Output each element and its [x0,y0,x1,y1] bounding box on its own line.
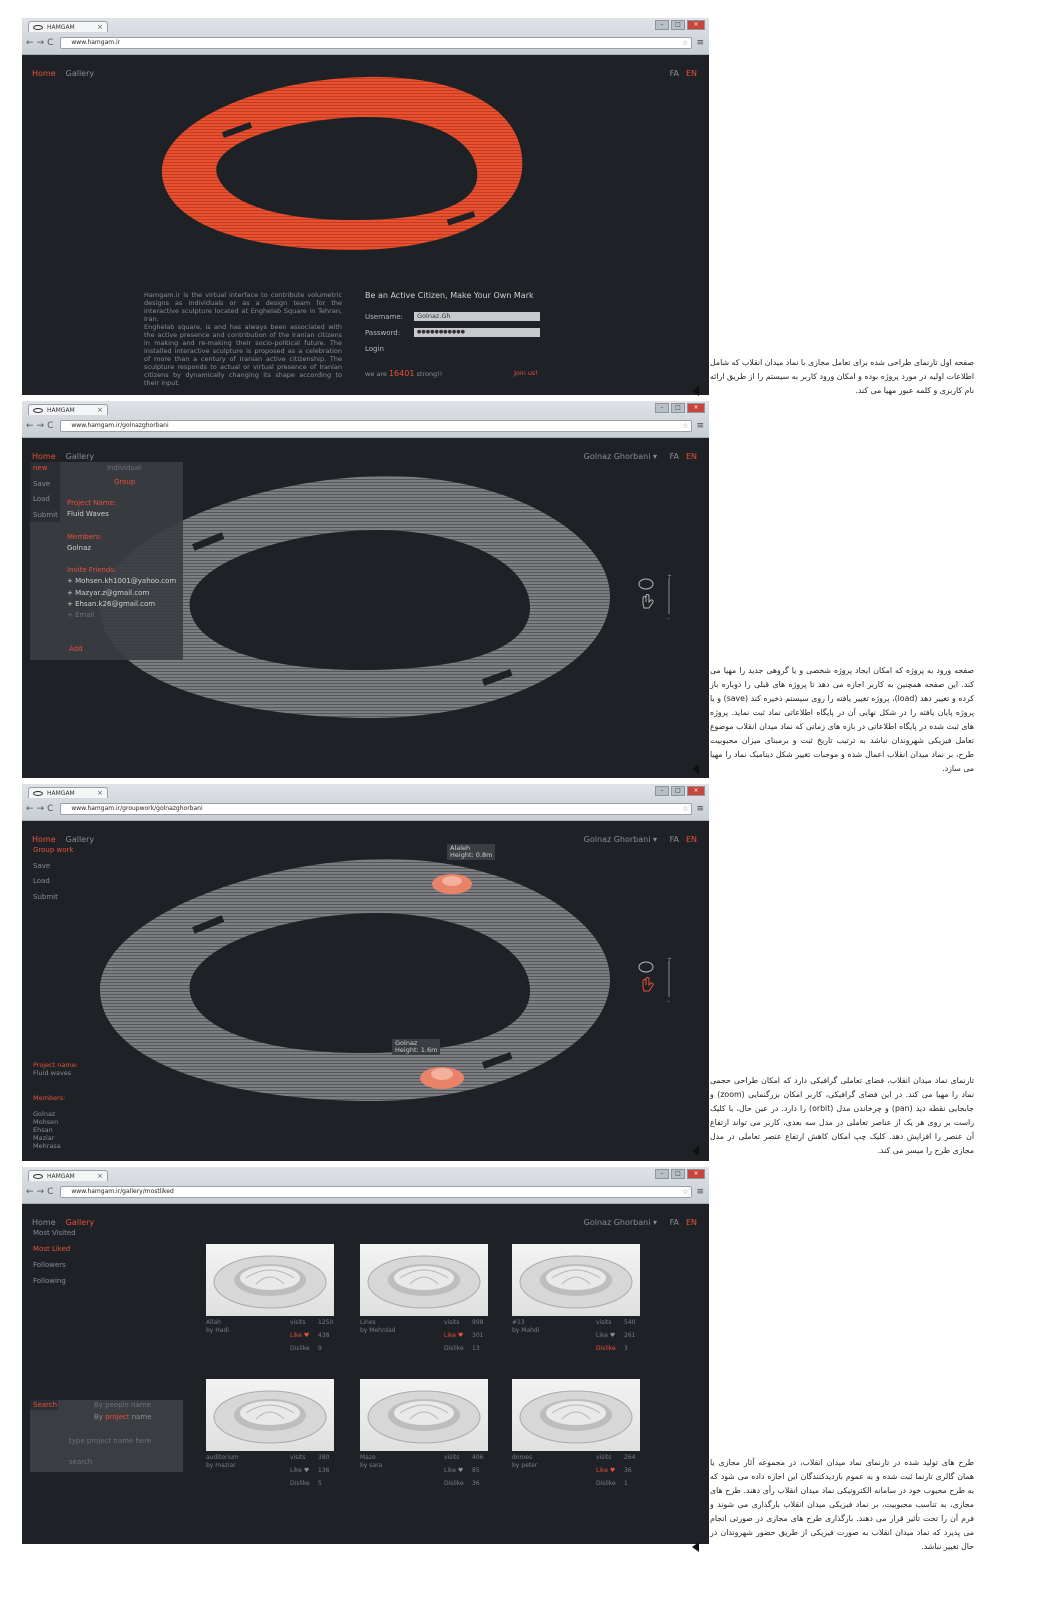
filter-most-liked[interactable]: Most Liked [33,1245,71,1253]
browser-tab[interactable]: HAMGAM × [28,787,108,798]
address-bar[interactable]: www.hamgam.ir/gallery/mostliked ☆ [60,1186,692,1198]
option-group[interactable]: Group [114,478,136,486]
bookmark-star-icon[interactable]: ☆ [682,39,689,47]
design-author: by sara [360,1462,383,1469]
svg-text:+: + [667,957,673,963]
project-name-field[interactable]: Fluid Waves [67,510,109,518]
dislike-count: 9 [318,1345,322,1352]
dislike-button[interactable]: Dislike [596,1480,616,1487]
like-button[interactable]: Like ♥ [444,1467,464,1474]
user-menu[interactable]: Golnaz Ghorbani ▾ [583,452,657,461]
login-headline: Be an Active Citizen, Make Your Own Mark [365,291,534,300]
tooltip-alaleh: Alaleh Height: 0.8m [447,844,495,860]
browser-window-home [22,18,709,395]
svg-text:–: – [667,615,670,622]
language-switch [663,1218,697,1227]
like-count: 36 [624,1467,632,1474]
option-individual[interactable]: Individual [107,464,142,472]
heart-icon: ♥ [457,1332,464,1339]
browser-tab[interactable]: HAMGAM × [28,1170,108,1181]
search-input[interactable]: type project name here [69,1437,152,1445]
dislike-button[interactable]: Dislike [444,1345,464,1352]
add-button[interactable]: Add [69,645,83,653]
intro-paragraph-2: Enghelab square, is and has always been associated with the active presence and contribution of the Iranian citizens in making and re-making their socio-political future. The installed interactive sculpture is proposed as a celebration of more than a century of Iranian active citizenship. The sculpture responds to actual or virtual presence of Iranian citizens by dynamically changing its shape according to their input. [144,323,342,387]
sculpture-model-orange [22,55,709,395]
visits-count: 380 [318,1454,330,1461]
sculpture-render-image [512,1244,640,1316]
search-by-project[interactable]: By project name [94,1413,152,1421]
design-title: auditorium [206,1454,239,1461]
caption-3: تارنمای نماد میدان انقلاب، فضای تعاملی گرافیکی دارد که امکان طراحی حجمی نماد را مهیا می کند. در این فضای گرافیکی، کاربر امکان بزرگنمایی (zoom) و جابجایی نقطه دید (pan) و چرخاندن مدل (orbit) را دارد. در عین حال، با کلیک راست بر روی هر یک از عناصر تعاملی در مدل سه بعدی، کاربر می تواند ارتفاع آن عنصر را افزایش دهد. کلیک چپ امکان کاهش ارتفاع عنصر تعاملی در مدل مجازی طرح را میسر می کند. [710,1074,974,1158]
members-label: Members: [67,533,102,541]
like-count: 261 [624,1332,636,1339]
close-tab-icon[interactable]: × [97,406,103,414]
top-nav [32,1218,104,1227]
nav-arrows-icon[interactable]: ←→C [26,1187,57,1197]
design-thumbnail[interactable] [512,1379,640,1451]
minimize-button[interactable]: – [655,403,669,413]
like-count: 301 [472,1332,484,1339]
svg-text:–: – [667,998,670,1005]
visits-label: visits [596,1454,612,1461]
caption-4: طرح های تولید شده در تارنمای نماد میدان انقلاب، در مجموعه آثار مجازی یا همان گالری تارنما ثبت شده و به عموم بازدیدکنندگان این اجازه داده می شود که به طرح محبوب خود در سامانه الکترونیکی نماد میدان انقلاب رأی دهند. طرح های مجازی، به تناسب محبوبیت، بر نماد فیزیکی میدان انقلاب بارگذاری می شوند و فرم آن را تحت تأثیر قرار می دهند. بارگذاری طرح های مجازی در صورتی انجام می پذیرد که نماد میدان انقلاب به صورت فیزیکی از طریق حضور شهروندان در حال تغییر نباشد. [710,1456,974,1554]
dislike-count: 3 [624,1345,628,1352]
hamgam-logo-icon [33,791,43,796]
menu-icon[interactable]: ≡ [696,1187,704,1197]
username-label: Username: [365,313,404,321]
menu-load[interactable]: Load [33,877,50,885]
orbit-icon[interactable] [639,579,653,589]
nav-home[interactable]: Home [32,69,56,78]
maximize-button[interactable]: □ [671,403,685,413]
browser-chrome [22,18,709,55]
member-item: Maziar [33,1134,55,1142]
visits-count: 264 [624,1454,636,1461]
sculpture-render-image [206,1244,334,1316]
user-menu[interactable]: Golnaz Ghorbani ▾ [583,1218,657,1227]
heart-icon: ♥ [303,1332,310,1339]
design-thumbnail[interactable] [206,1379,334,1451]
orbit-icon[interactable] [639,962,653,972]
like-count: 438 [318,1332,330,1339]
member-item: Ehsan [33,1126,53,1134]
lang-fa[interactable]: FA [669,835,679,844]
search-by-people[interactable]: By people name [94,1401,151,1409]
dislike-button[interactable]: Dislike [444,1480,464,1487]
like-button[interactable]: Like ♥ [596,1467,616,1474]
address-bar[interactable]: www.hamgam.ir/golnazghorbani ☆ [60,420,692,432]
join-us-link[interactable]: Join us! [514,369,538,377]
browser-window-gallery [22,1167,709,1544]
menu-save[interactable]: Save [33,862,51,870]
close-window-button[interactable]: × [687,1169,705,1179]
password-label: Password: [365,329,401,337]
project-name: Fluid waves [33,1069,72,1077]
filter-most-visited[interactable]: Most Visited [33,1229,76,1237]
design-thumbnail[interactable] [512,1244,640,1316]
pointer-arrow-icon [692,1542,699,1552]
window-controls [655,1169,705,1179]
visits-label: visits [290,1319,306,1326]
nav-arrows-icon[interactable]: ←→C [26,421,57,431]
caption-1: صفحه اول تارنمای طراحی شده برای تعامل مجازی با نماد میدان انقلاب که شامل اطلاعات اولیه در مورد پروژه بوده و امکان ورود کاربر به سیستم را از طریق ارائه نام کاربری و کلمه عبور مهیا می کند. [710,356,974,398]
browser-chrome [22,1167,709,1204]
browser-tab[interactable]: HAMGAM × [28,21,108,32]
intro-paragraph-1: Hamgam.ir is the virtual interface to contribute volumetric designs as individuals or as a design team for the interactive sculpture located at Enghelab Square in Tehran, Iran. [144,291,342,323]
like-button[interactable]: Like ♥ [290,1332,310,1339]
browser-window-project [22,401,709,778]
design-author: by Hadi [206,1327,229,1334]
design-thumbnail[interactable] [360,1379,488,1451]
maximize-button[interactable]: □ [671,786,685,796]
menu-submit[interactable]: Submit [33,511,58,519]
hamgam-logo-icon [33,1174,43,1179]
design-thumbnail[interactable] [206,1244,334,1316]
design-author: by Mahdi [512,1327,540,1334]
maximize-button[interactable]: □ [671,1169,685,1179]
login-button[interactable]: Login [365,345,384,353]
view-controls [634,574,674,624]
search-tab[interactable]: Search [33,1401,58,1409]
nav-arrows-icon[interactable]: ←→C [26,38,57,48]
close-window-button[interactable]: × [687,786,705,796]
sculpture-render-image [206,1379,334,1451]
design-author: by peter [512,1462,538,1469]
minimize-button[interactable]: – [655,786,669,796]
bookmark-star-icon[interactable]: ☆ [682,805,689,813]
design-title: Allah [206,1319,221,1326]
visits-label: visits [290,1454,306,1461]
pointer-arrow-icon [692,386,699,396]
design-title: #13 [512,1319,525,1326]
search-panel [30,1400,183,1472]
sculpture-render-image [360,1379,488,1451]
visits-count: 998 [472,1319,484,1326]
dislike-button[interactable]: Dislike [290,1480,310,1487]
invite-item: + Ehsan.k26@gmail.com [67,600,156,608]
close-window-button[interactable]: × [687,20,705,30]
lang-fa[interactable]: FA [669,69,679,78]
lang-en[interactable]: EN [685,69,697,78]
gallery-card[interactable] [512,1244,642,1364]
window-controls [655,20,705,30]
bookmark-star-icon[interactable]: ☆ [682,1188,689,1196]
nav-home[interactable]: Home [32,1218,56,1227]
lang-en[interactable]: EN [685,835,697,844]
like-button[interactable]: Like ♥ [596,1332,616,1339]
filter-following[interactable]: Following [33,1277,66,1285]
gallery-card[interactable] [206,1244,336,1364]
visits-count: 540 [624,1319,636,1326]
citizen-count-number: 16401 [388,369,415,378]
member-item: Golnaz [33,1110,56,1118]
heart-icon: ♥ [609,1467,616,1474]
design-author: by Mehrdad [360,1327,396,1334]
citizen-count: we are 16401 strong!! [365,369,443,378]
email-input[interactable]: + Email [67,611,95,619]
nav-gallery[interactable]: Gallery [65,69,95,78]
sculpture-render-image [360,1244,488,1316]
like-count: 85 [472,1467,480,1474]
minimize-button[interactable]: – [655,20,669,30]
visits-count: 1250 [318,1319,334,1326]
pan-hand-icon[interactable] [643,978,653,992]
lang-fa[interactable]: FA [669,1218,679,1227]
pointer-arrow-icon [692,1146,699,1156]
dislike-button[interactable]: Dislike [596,1345,616,1352]
menu-submit[interactable]: Submit [33,893,58,901]
browser-tab[interactable]: HAMGAM × [28,404,108,415]
design-title: domes [512,1454,533,1461]
svg-text:+: + [667,574,673,580]
design-title: Maze [360,1454,376,1461]
gallery-card[interactable] [512,1379,642,1499]
design-author: by maziar [206,1462,236,1469]
menu-save[interactable]: Save [33,480,51,488]
project-name-label: Project name: [33,1061,78,1069]
bookmark-star-icon[interactable]: ☆ [682,422,689,430]
invite-item: + Mazyar.z@gmail.com [67,589,150,597]
close-tab-icon[interactable]: × [97,789,103,797]
view-controls [634,957,674,1007]
project-name-label: Project Name: [67,499,117,507]
design-title: Lines [360,1319,376,1326]
design-thumbnail[interactable] [360,1244,488,1316]
lang-en[interactable]: EN [685,1218,697,1227]
nav-gallery[interactable]: Gallery [65,1218,95,1227]
lang-en[interactable]: EN [685,452,697,461]
invite-item: + Mohsen.kh1001@yahoo.com [67,577,177,585]
close-tab-icon[interactable]: × [97,1172,103,1180]
like-button[interactable]: Like ♥ [444,1332,464,1339]
pointer-arrow-icon [692,764,699,774]
members-label: Members: [33,1094,66,1102]
gallery-card[interactable] [360,1244,490,1364]
member-item: Mehrasa [33,1142,61,1150]
member-item: Mohsen [33,1118,59,1126]
dislike-button[interactable]: Dislike [290,1345,310,1352]
dislike-count: 13 [472,1345,480,1352]
menu-load[interactable]: Load [33,495,50,503]
visits-label: visits [444,1454,460,1461]
visits-count: 406 [472,1454,484,1461]
nav-home[interactable]: Home [32,835,56,844]
dislike-count: 1 [624,1480,628,1487]
pan-hand-icon[interactable] [643,595,653,609]
like-count: 136 [318,1467,330,1474]
caption-2: صفحه ورود به پروژه که امکان ایجاد پروژه شخصی و یا گروهی جدید را مهیا می کند. این صفحه همچنین به کاربر اجازه می دهد تا پروژه های قبلی را دوباره باز کرده و تغییر دهد (load)، پروژه تغییر یافته را روی سیستم ذخیره کند (save) و یا پروژه پایان یافته را در شکل نهایی آن در پایگاه اطلاعاتی نماد ثبت نماید. پروژه های ثبت شده در پایگاه اطلاعاتی در بازه های زمانی که نماد میدان انقلاب موضوع تعامل فیزیکی شهروندان نباشد به ترتیب تاریخ ثبت و برمبنای میزان محبوبیت طرح، بر نماد میدان انقلاب اعمال شده و موجبات تغییر شکل دینامیک نماد را مهیا می سازد. [710,664,974,776]
address-bar[interactable]: www.hamgam.ir ☆ [60,37,692,49]
username-field[interactable]: Golnaz.Gh [414,312,540,321]
address-bar[interactable]: www.hamgam.ir/groupwork/golnazghorbani ☆ [60,803,692,815]
lang-fa[interactable]: FA [669,452,679,461]
member-item: Golnaz [67,544,92,552]
menu-icon[interactable]: ≡ [696,421,704,431]
browser-chrome [22,401,709,438]
user-menu[interactable]: Golnaz Ghorbani ▾ [583,835,657,844]
menu-icon[interactable]: ≡ [696,38,704,48]
hamgam-logo-icon [33,25,43,30]
nav-gallery[interactable]: Gallery [65,835,95,844]
maximize-button[interactable]: □ [671,20,685,30]
heart-icon: ♥ [457,1467,464,1474]
browser-chrome [22,784,709,821]
heart-icon: ♥ [609,1332,616,1339]
heart-icon: ♥ [303,1467,310,1474]
sculpture-model-grey [22,821,709,1161]
dislike-count: 5 [318,1480,322,1487]
like-button[interactable]: Like ♥ [290,1467,310,1474]
invite-friends-label: Invite Friends: [67,566,117,574]
window-controls [655,403,705,413]
menu-new[interactable]: new [33,464,48,472]
menu-icon[interactable]: ≡ [696,804,704,814]
close-tab-icon[interactable]: × [97,23,103,31]
browser-window-groupwork [22,784,709,1161]
password-field[interactable]: ●●●●●●●●●●● [414,328,540,337]
visits-label: visits [596,1319,612,1326]
sculpture-render-image [512,1379,640,1451]
window-controls [655,786,705,796]
minimize-button[interactable]: – [655,1169,669,1179]
nav-home[interactable]: Home [32,452,56,461]
search-button[interactable]: search [69,1458,93,1466]
nav-gallery[interactable]: Gallery [65,452,95,461]
gallery-card[interactable] [206,1379,336,1499]
nav-arrows-icon[interactable]: ←→C [26,804,57,814]
menu-group-work[interactable]: Group work [33,846,74,854]
dislike-count: 36 [472,1480,480,1487]
gallery-card[interactable] [360,1379,490,1499]
visits-label: visits [444,1319,460,1326]
filter-followers[interactable]: Followers [33,1261,66,1269]
close-window-button[interactable]: × [687,403,705,413]
hamgam-logo-icon [33,408,43,413]
tooltip-golnaz: Golnaz Height: 1.6m [392,1039,440,1055]
